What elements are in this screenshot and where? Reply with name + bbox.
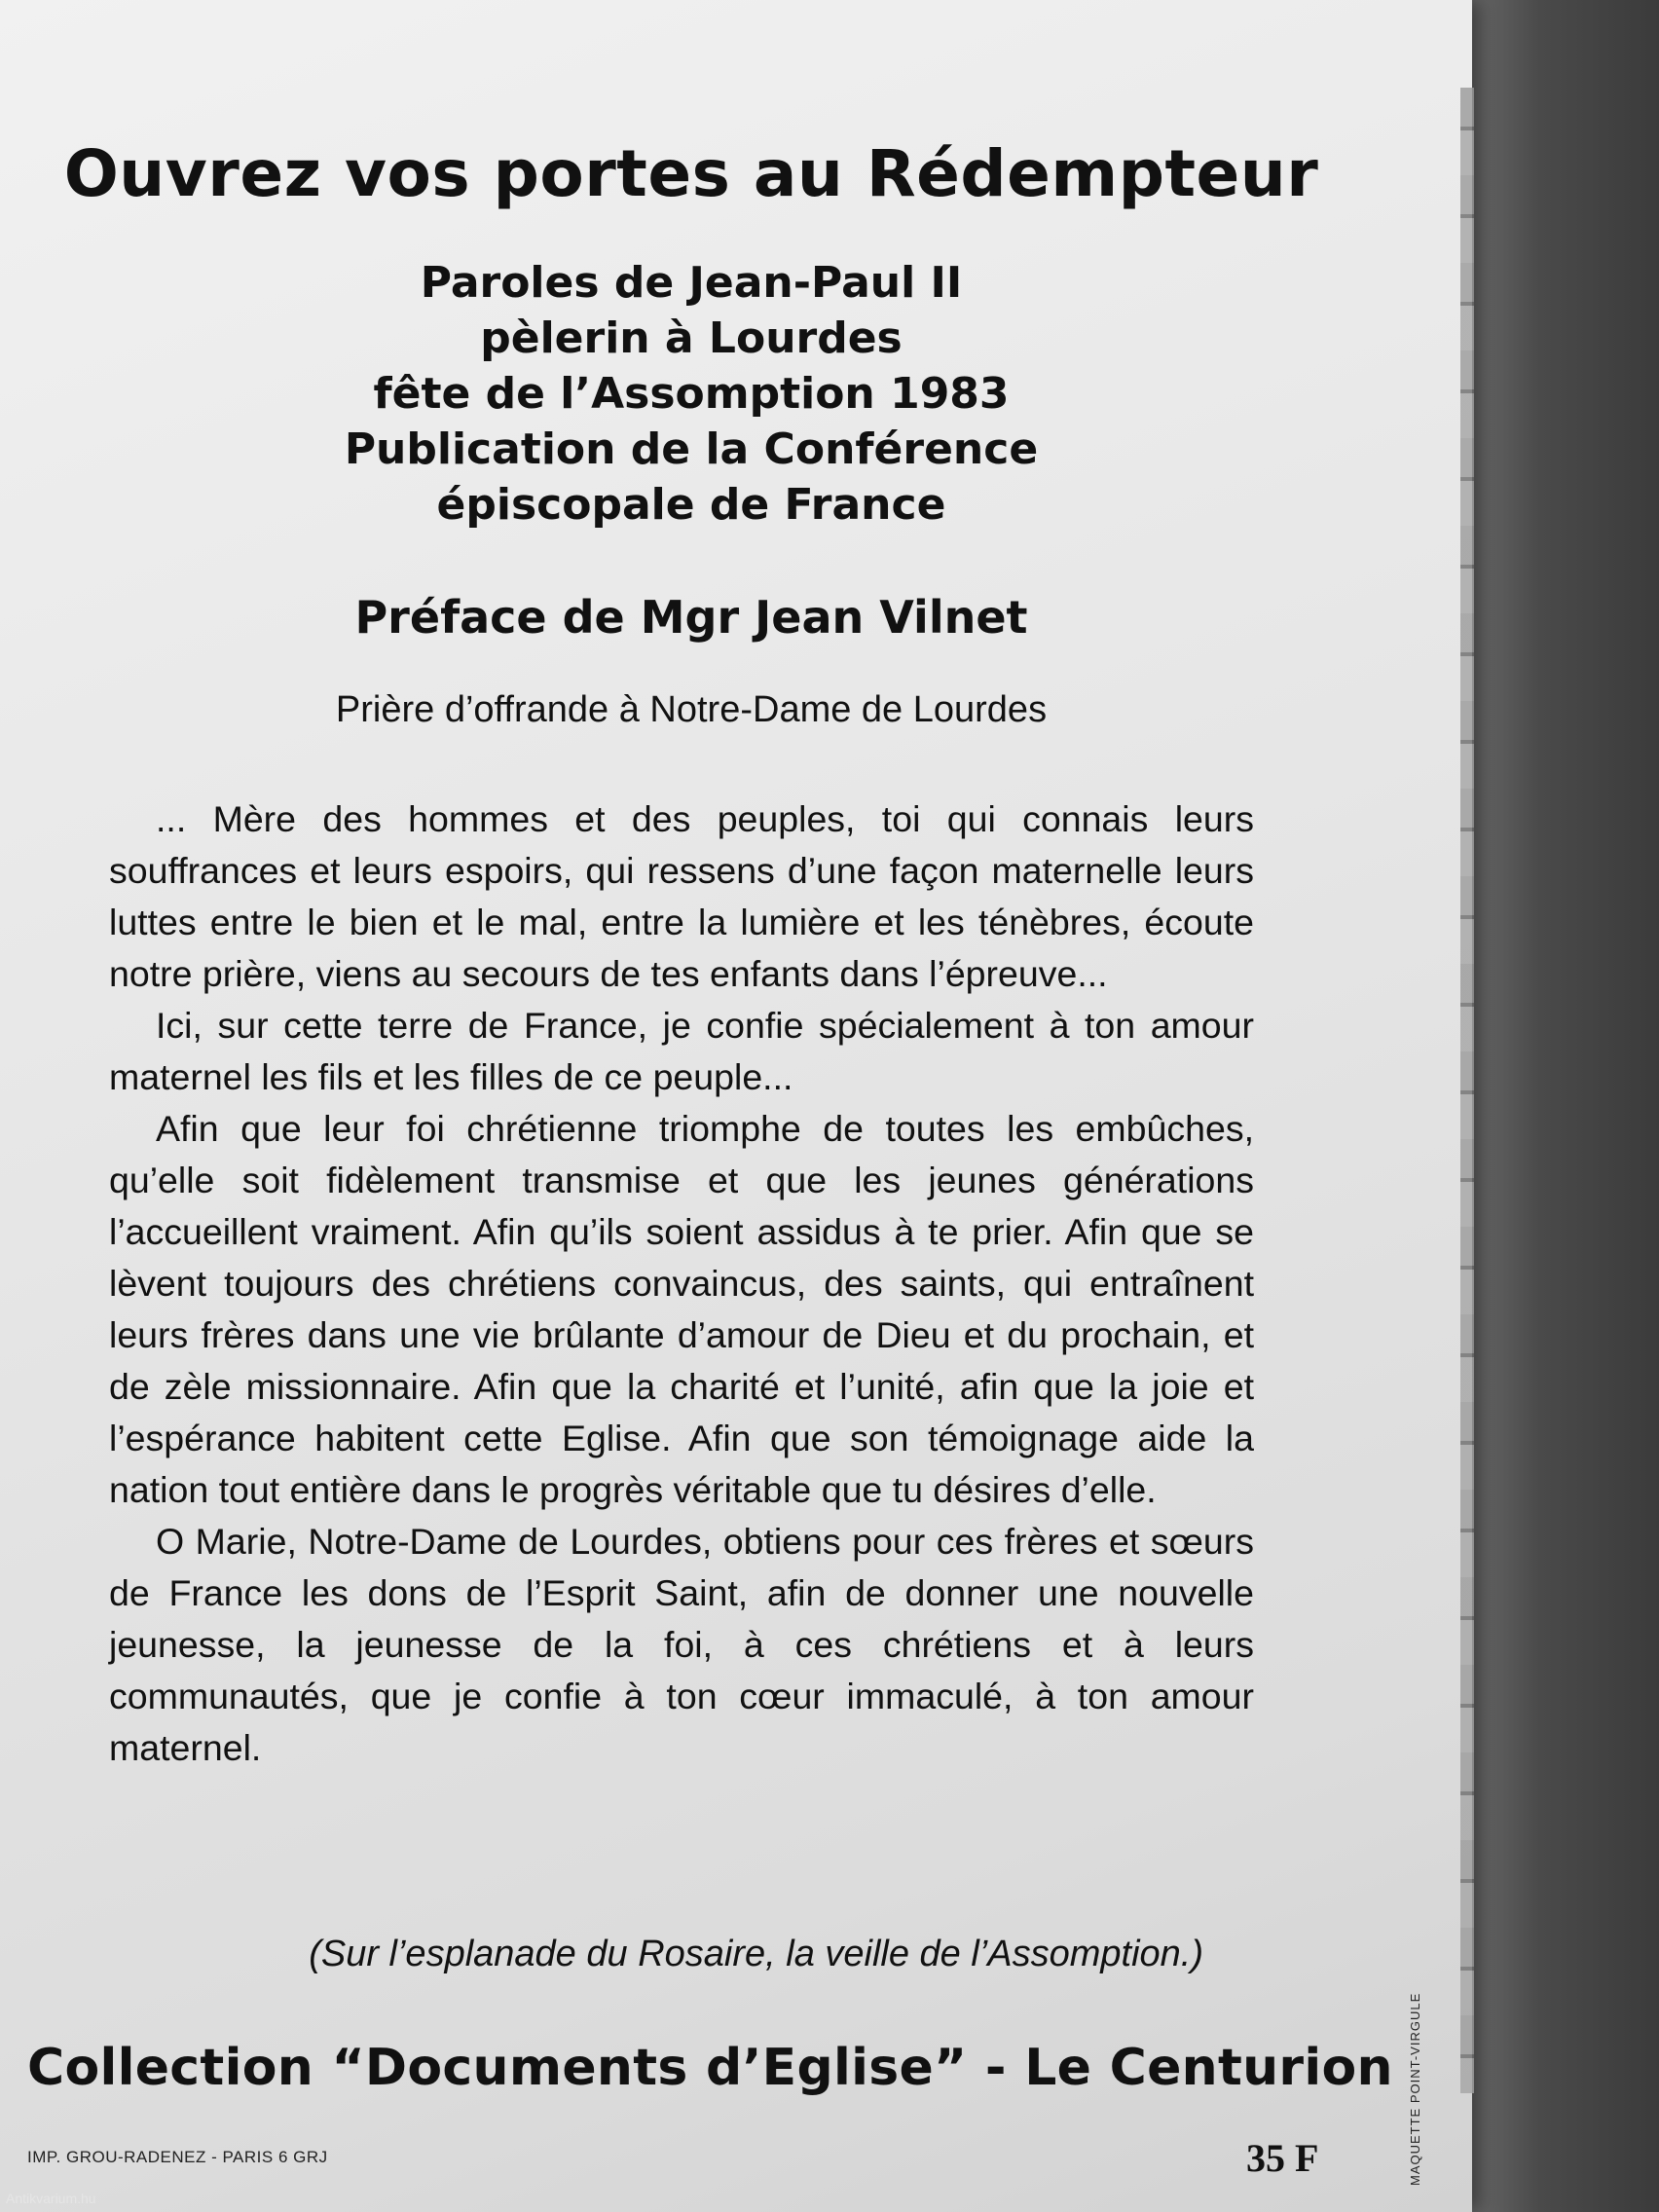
book-title: Ouvrez vos portes au Rédempteur <box>63 136 1319 211</box>
price-label: 35 F <box>1246 2136 1319 2180</box>
source-caption: (Sur l’esplanade du Rosaire, la veille de l’Assomption.) <box>309 1934 1203 1974</box>
prayer-paragraph: O Marie, Notre-Dame de Lourdes, obtiens pour ces frères et sœurs de France les dons de l’Esprit Saint, afin de donner une nouvelle jeunesse, la jeunesse de la foi, à ces chrétiens et à leurs communautés, que je confie à ton cœur immaculé, à ton amour maternel. <box>109 1521 1254 1768</box>
subtitle-line: Publication de la Conférence <box>344 424 1039 474</box>
design-credit: MAQUETTE POINT-VIRGULE <box>1408 1992 1422 2186</box>
prayer-paragraph: ... Mère des hommes et des peuples, toi qui connais leurs souffrances et leurs espoirs, qui ressens d’une façon maternelle leurs luttes entre le bien et le mal, entre la lumière et les ténèbres, écoute notre prière, viens au secours de tes enfants dans l’épreuve... <box>109 798 1254 994</box>
cover-edge <box>1460 88 1474 2093</box>
collection-name: Collection “Documents d’Eglise” - Le Centurion <box>27 2039 1393 2097</box>
subtitle-line: pèlerin à Lourdes <box>480 313 903 363</box>
prayer-paragraph: Afin que leur foi chrétienne triomphe de toutes les embûches, qu’elle soit fidèlement transmise et que les jeunes générations l’accueillent vraiment. Afin qu’ils soient assidus à te prier. Afin que se lèvent toujours des chrétiens convaincus, des saints, qui entraînent leurs frères dans une vie brûlante d’amour de Dieu et du prochain, et de zèle missionnaire. Afin que la charité et l’unité, afin que la joie et l’espérance habitent cette Eglise. Afin que son témoignage aide la nation tout entière dans le progrès véritable que tu désires d’elle. <box>109 1108 1254 1510</box>
subtitle-block <box>0 255 1382 533</box>
subtitle-line: épiscopale de France <box>436 480 946 530</box>
background-surface <box>1460 0 1659 2212</box>
prayer-paragraph: Ici, sur cette terre de France, je confie spécialement à ton amour maternel les fils et les filles de ce peuple... <box>109 1005 1254 1097</box>
subtitle-line: Paroles de Jean-Paul II <box>420 258 963 308</box>
printer-credit: IMP. GROU-RADENEZ - PARIS 6 GRJ <box>27 2148 328 2166</box>
prayer-text <box>109 793 1254 1774</box>
watermark: Antikvarium.hu <box>6 2191 96 2206</box>
prayer-title: Prière d’offrande à Notre-Dame de Lourdes <box>335 689 1048 730</box>
subtitle-line: fête de l’Assomption 1983 <box>373 369 1010 419</box>
preface-line: Préface de Mgr Jean Vilnet <box>354 591 1028 644</box>
